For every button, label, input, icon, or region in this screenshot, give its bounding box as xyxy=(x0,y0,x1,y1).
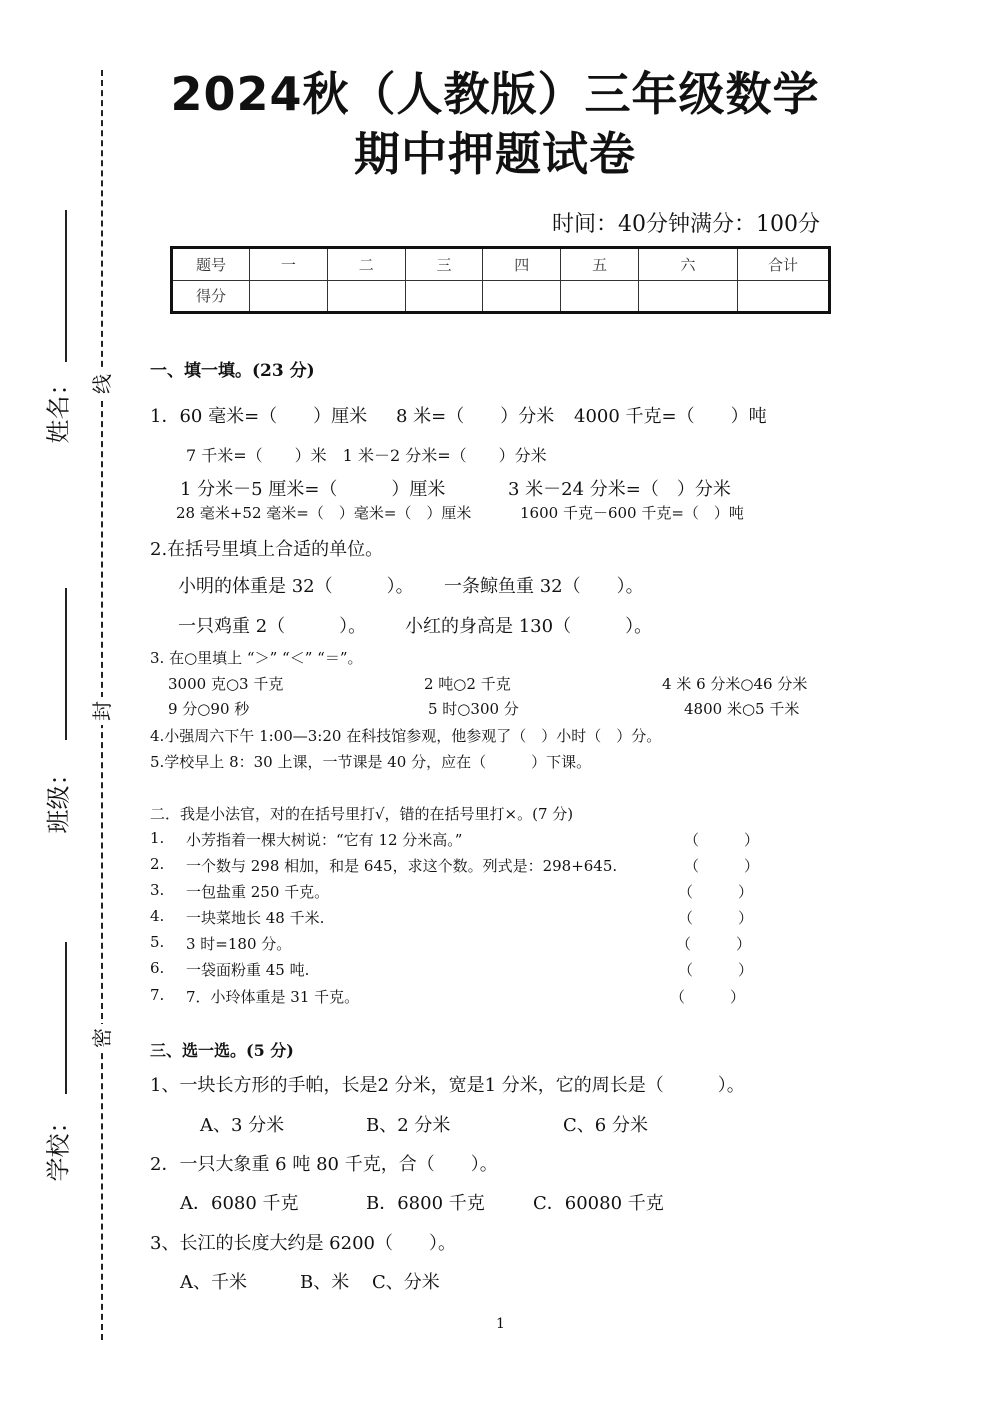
judge-item-number: 4. xyxy=(150,907,165,925)
row-header: 得分 xyxy=(172,280,250,313)
s3-q1-option[interactable]: C、6 分米 xyxy=(563,1115,648,1136)
school-field-line[interactable] xyxy=(65,942,67,1094)
judge-item-text: 一包盐重 250 千克。 xyxy=(186,883,330,901)
s1-q3-item: 3000 克○3 千克 xyxy=(168,675,284,693)
score-cell[interactable] xyxy=(738,280,830,313)
score-table xyxy=(170,246,831,314)
column-header: 一 xyxy=(250,248,328,281)
judge-answer-blank[interactable]: （ ） xyxy=(684,857,760,875)
judge-item-text: 3 时=180 分。 xyxy=(186,935,292,953)
s1-q3-item: 4 米 6 分米○46 分米 xyxy=(662,675,808,693)
judge-item-text: 7．小玲体重是 31 千克。 xyxy=(186,988,360,1006)
score-cell[interactable] xyxy=(561,280,639,313)
page-title: 2024秋（人教版）三年级数学 xyxy=(170,67,820,121)
section3-heading: 三、选一选。(5 分) xyxy=(150,1041,294,1060)
page-number: 1 xyxy=(496,1316,505,1332)
s1-q2-d: 小红的身高是 130（ ）。 xyxy=(405,616,653,637)
s3-q3-option[interactable]: C、分米 xyxy=(372,1272,440,1293)
s1-q1-part-a: 1．60 毫米=（ ）厘米 xyxy=(150,406,368,427)
binding-word-line: 线 xyxy=(88,370,116,398)
s1-q3-item: 4800 米○5 千米 xyxy=(684,700,800,718)
s3-q2-text: 2．一只大象重 6 吨 80 千克，合（ ）。 xyxy=(150,1154,498,1175)
s1-q1-line4a: 28 毫米+52 毫米=（ ）毫米=（ ）厘米 xyxy=(176,504,472,522)
s1-q3-item: 5 时○300 分 xyxy=(428,700,519,718)
judge-item-number: 6. xyxy=(150,959,165,977)
judge-item-text: 一袋面粉重 45 吨. xyxy=(186,961,310,979)
column-header: 二 xyxy=(327,248,405,281)
name-field-line[interactable] xyxy=(65,210,67,362)
school-field-label: 学校： xyxy=(44,1109,73,1182)
score-table-header-row xyxy=(172,248,830,281)
column-header: 五 xyxy=(561,248,639,281)
judge-item-text: 一个数与 298 相加，和是 645，求这个数。列式是：298+645. xyxy=(186,857,618,875)
section2-heading: 二．我是小法官，对的在括号里打√，错的在括号里打×。(7 分) xyxy=(150,805,574,823)
s1-q2-b: 一条鲸鱼重 32（ ）。 xyxy=(444,576,644,597)
judge-answer-blank[interactable]: （ ） xyxy=(684,831,760,849)
score-cell[interactable] xyxy=(639,280,738,313)
name-field-label: 姓名： xyxy=(44,371,73,444)
judge-answer-blank[interactable]: （ ） xyxy=(678,883,754,901)
s3-q3-text: 3、长江的长度大约是 6200（ ）。 xyxy=(150,1233,456,1254)
s1-q1-part-c: 4000 千克=（ ）吨 xyxy=(574,406,767,427)
judge-item-number: 1. xyxy=(150,829,165,847)
judge-answer-blank[interactable]: （ ） xyxy=(678,909,754,927)
judge-item-number: 5. xyxy=(150,933,165,951)
judge-item-text: 小芳指着一棵大树说：“它有 12 分米高。” xyxy=(186,831,463,849)
s3-q1-option[interactable]: B、2 分米 xyxy=(366,1115,451,1136)
class-field-label: 班级： xyxy=(44,761,73,834)
judge-item-number: 3. xyxy=(150,881,165,899)
score-cell[interactable] xyxy=(483,280,561,313)
judge-answer-blank[interactable]: （ ） xyxy=(670,988,746,1006)
score-cell[interactable] xyxy=(327,280,405,313)
score-table-score-row xyxy=(172,280,830,313)
s1-q3-item: 9 分○90 秒 xyxy=(168,700,250,718)
s1-q3-prompt: 3. 在○里填上 “＞” “＜” “＝”。 xyxy=(150,649,363,667)
s3-q3-option[interactable]: A、千米 xyxy=(180,1272,247,1293)
page-subtitle: 期中押题试卷 xyxy=(354,127,636,181)
score-cell[interactable] xyxy=(405,280,483,313)
s1-q2-c: 一只鸡重 2（ ）。 xyxy=(178,616,367,637)
s1-q2-prompt: 2.在括号里填上合适的单位。 xyxy=(150,539,384,560)
s1-q1-line3b: 3 米－24 分米=（ ）分米 xyxy=(508,479,731,500)
s3-q1-option[interactable]: A、3 分米 xyxy=(200,1115,285,1136)
judge-item-number: 2. xyxy=(150,855,165,873)
s1-q5: 5.学校早上 8：30 上课，一节课是 40 分，应在（ ）下课。 xyxy=(150,753,592,771)
s3-q1-text: 1、一块长方形的手帕，长是2 分米，宽是1 分米，它的周长是（ ）。 xyxy=(150,1075,745,1096)
column-header: 六 xyxy=(639,248,738,281)
s3-q2-option[interactable]: A．6080 千克 xyxy=(180,1193,299,1214)
row-header: 题号 xyxy=(172,248,250,281)
column-header: 四 xyxy=(483,248,561,281)
s3-q2-option[interactable]: B．6800 千克 xyxy=(366,1193,485,1214)
class-field-line[interactable] xyxy=(65,588,67,740)
judge-item-number: 7. xyxy=(150,986,165,1004)
judge-answer-blank[interactable]: （ ） xyxy=(676,935,752,953)
s1-q1-line4b: 1600 千克－600 千克=（ ）吨 xyxy=(520,504,744,522)
exam-meta: 时间：40分钟满分：100分 xyxy=(552,212,820,237)
binding-word-secret: 密 xyxy=(88,1024,116,1052)
s3-q3-option[interactable]: B、米 xyxy=(300,1272,350,1293)
column-header: 三 xyxy=(405,248,483,281)
s1-q2-a: 小明的体重是 32（ ）。 xyxy=(178,576,414,597)
s1-q4: 4.小强周六下午 1:00—3:20 在科技馆参观，他参观了（ ）小时（ ）分。 xyxy=(150,727,662,745)
s3-q2-option[interactable]: C．60080 千克 xyxy=(533,1193,664,1214)
s1-q1-line3a: 1 分米－5 厘米=（ ）厘米 xyxy=(180,479,446,500)
binding-word-seal: 封 xyxy=(88,697,116,725)
s1-q3-item: 2 吨○2 千克 xyxy=(424,675,511,693)
s1-q1-part-b: 8 米=（ ）分米 xyxy=(396,406,555,427)
judge-answer-blank[interactable]: （ ） xyxy=(678,961,754,979)
column-header: 合计 xyxy=(738,248,830,281)
judge-item-text: 一块菜地长 48 千米. xyxy=(186,909,325,927)
s1-q1-line2: 7 千米=（ ）米 1 米－2 分米=（ ）分米 xyxy=(186,446,547,465)
section1-heading: 一、填一填。(23 分) xyxy=(150,361,315,381)
score-cell[interactable] xyxy=(250,280,328,313)
